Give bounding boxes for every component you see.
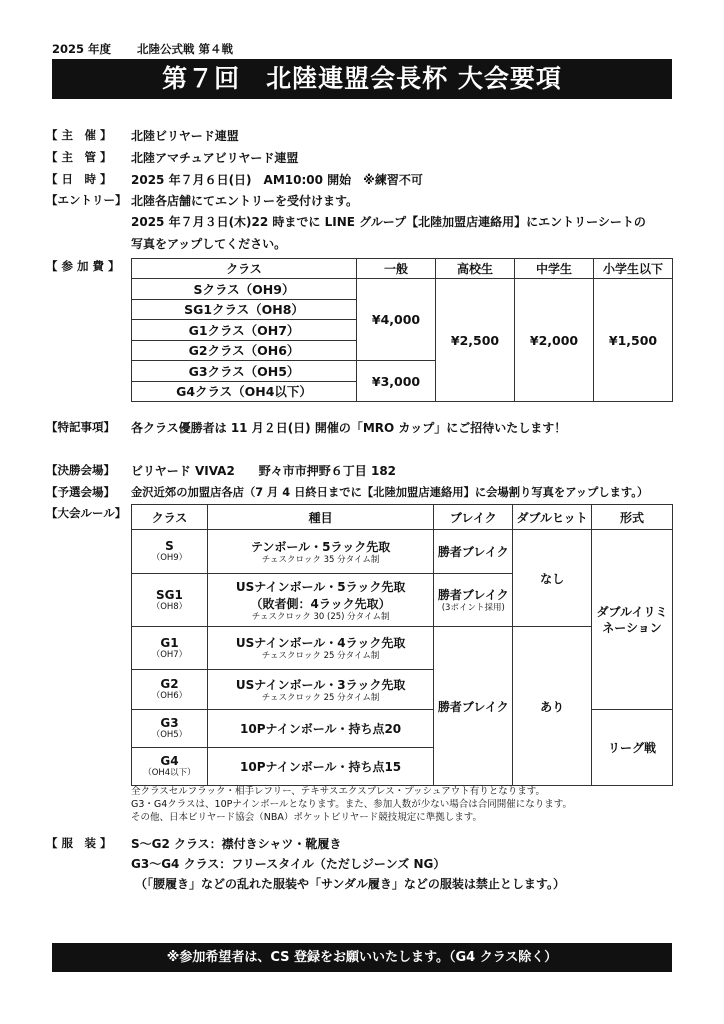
class-oh: （OH9） (151, 553, 188, 563)
game-clock: チェスクロック 30 (25) 分タイム制 (251, 611, 390, 622)
rules-class-cell (132, 530, 208, 574)
rules-class-cell (132, 670, 208, 710)
class-name: S (165, 539, 174, 553)
game-name: USナインボール・3ラック先取 (235, 677, 406, 692)
class-oh: （OH7） (151, 649, 188, 660)
rules-notes (131, 785, 572, 824)
host-value: 北陸ビリヤード連盟 (131, 129, 239, 143)
rules-label: 【大会ルール】 (46, 506, 127, 520)
class-name: SG1 (156, 587, 183, 602)
dress-line-1: S～G2 クラス：襟付きシャツ・靴履き (131, 837, 342, 851)
break-cell: 勝者ブレイク (434, 530, 513, 574)
host-label: 【 主 催 】 (46, 128, 112, 142)
fee-table (131, 258, 673, 402)
special-value: 各クラス優勝者は 11 月２日(日) 開催の「MRO カップ」にご招待いたします！ (131, 421, 567, 435)
game-name: テンボール・5ラック先取 (250, 539, 391, 554)
rules-class-cell (132, 574, 208, 627)
footer-notice: ※参加希望者は、CS 登録をお願いいたします。（G4 クラス除く） (52, 943, 672, 972)
rules-table (131, 504, 673, 786)
rules-note: 全クラスセルフラック・相手レフリー、テキサスエクスプレス・プッシュアウト有りとなります。 (131, 786, 546, 797)
rules-game-cell: 10Pナインボール・持ち点20 (207, 710, 433, 748)
fee-header-class: クラス (132, 259, 357, 279)
break-cell: 勝者ブレイク (434, 627, 513, 786)
double-hit-yes: あり (513, 627, 592, 786)
organizer-value: 北陸アマチュアビリヤード連盟 (131, 151, 299, 165)
double-hit-none: なし (513, 530, 592, 627)
game-name: USナインボール・4ラック先取 (235, 636, 406, 650)
page-title: 第７回 北陸連盟会長杯 大会要項 (52, 59, 672, 99)
rules-note: G3・G4クラスは、10Pナインボールとなります。また、参加人数が少ない場合は合同開催になります。 (131, 799, 572, 810)
class-name: G4 (160, 754, 179, 768)
final-venue-label: 【決勝会場】 (46, 463, 115, 477)
fee-general-high: ¥4,000 (357, 279, 436, 361)
fee-elementary: ¥1,500 (594, 279, 673, 402)
qual-venue-value: 金沢近郊の加盟店各店（7 月 4 日終日までに【北陸加盟店連絡用】に会場割り写真をアップします。） (131, 486, 649, 499)
entry-label: 【エントリー】 (46, 193, 127, 207)
game-clock: チェスクロック 25 分タイム制 (261, 651, 380, 661)
format-league: リーグ戦 (592, 710, 673, 786)
fee-label: 【 参 加 費 】 (46, 259, 120, 273)
rules-game-cell (207, 530, 433, 574)
class-oh: （OH4以下） (143, 768, 196, 778)
fee-general-low: ¥3,000 (357, 361, 436, 402)
break-sub: (3ポイント採用) (441, 603, 505, 613)
rules-class-cell (132, 627, 208, 670)
fee-class: G4クラス（OH4以下） (132, 381, 357, 402)
date-label: 【 日 時 】 (46, 172, 112, 186)
class-name: G1 (160, 635, 179, 650)
entry-line-2: 2025 年７月３日(木)22 時までに LINE グループ【北陸加盟店連絡用】にエントリーシートの (131, 215, 646, 229)
rules-game-cell (207, 670, 433, 710)
rules-game-cell (207, 574, 433, 627)
fee-middleschool: ¥2,000 (515, 279, 594, 402)
fee-class: Sクラス（OH9） (132, 279, 357, 300)
game-name: USナインボール・5ラック先取 (235, 579, 406, 594)
rules-note: その他、日本ビリヤード協会（NBA）ポケットビリヤード競技規定に準拠します。 (131, 812, 483, 823)
rules-header-game: 種目 (207, 505, 433, 530)
entry-line-3: 写真をアップしてください。 (131, 237, 287, 251)
rules-game-cell: 10Pナインボール・持ち点15 (207, 748, 433, 786)
header-year: 2025 年度 (52, 42, 112, 56)
fee-header-general: 一般 (357, 259, 436, 279)
class-name: G2 (160, 677, 179, 691)
fee-class: SG1クラス（OH8） (132, 299, 357, 320)
break-cell (434, 574, 513, 627)
rules-game-cell (207, 627, 433, 670)
format-double-elim (592, 530, 673, 710)
class-oh: （OH6） (151, 691, 188, 701)
dress-line-2: G3～G4 クラス：フリースタイル（ただしジーンズ NG） (131, 857, 446, 871)
game-clock: チェスクロック 25 分タイム制 (261, 692, 380, 703)
format-double-elim-text: ダブルイリミネーション (596, 604, 668, 635)
entry-line-1: 北陸各店舗にてエントリーを受付けます。 (131, 194, 359, 208)
header-series: 北陸公式戦 第４戦 (137, 42, 234, 56)
fee-highschool: ¥2,500 (436, 279, 515, 402)
fee-class: G2クラス（OH6） (132, 340, 357, 361)
break-text: 勝者ブレイク (437, 588, 509, 602)
fee-class: G1クラス（OH7） (132, 320, 357, 341)
fee-class: G3クラス（OH5） (132, 361, 357, 382)
game-clock: チェスクロック 35 分タイム制 (261, 554, 380, 565)
date-value: 2025 年７月６日(日) AM10:00 開始 ※練習不可 (131, 173, 423, 187)
fee-header-elementary: 小学生以下 (594, 259, 673, 279)
page-header (52, 41, 255, 57)
game-name-sub: （敗者側：4ラック先取） (250, 596, 391, 611)
rules-header-break: ブレイク (434, 505, 513, 530)
organizer-label: 【 主 管 】 (46, 150, 112, 164)
final-venue-value: ビリヤード VIVA2 野々市市押野６丁目 182 (131, 464, 397, 478)
class-oh: （OH8） (151, 601, 188, 612)
dress-label: 【 服 装 】 (46, 836, 112, 850)
special-label: 【特記事項】 (46, 420, 115, 434)
rules-header-format: 形式 (592, 505, 673, 530)
dress-line-3: （「腰履き」などの乱れた服装や「サンダル履き」などの服装は禁止とします。） (135, 877, 565, 891)
rules-header-double: ダブルヒット (513, 505, 592, 530)
rules-class-cell (132, 748, 208, 786)
rules-header-class: クラス (132, 505, 208, 530)
class-oh: （OH5） (151, 730, 188, 740)
rules-class-cell (132, 710, 208, 748)
class-name: G3 (160, 716, 179, 730)
qual-venue-label: 【予選会場】 (46, 485, 115, 499)
fee-header-high: 高校生 (436, 259, 515, 279)
fee-header-middle: 中学生 (515, 259, 594, 279)
